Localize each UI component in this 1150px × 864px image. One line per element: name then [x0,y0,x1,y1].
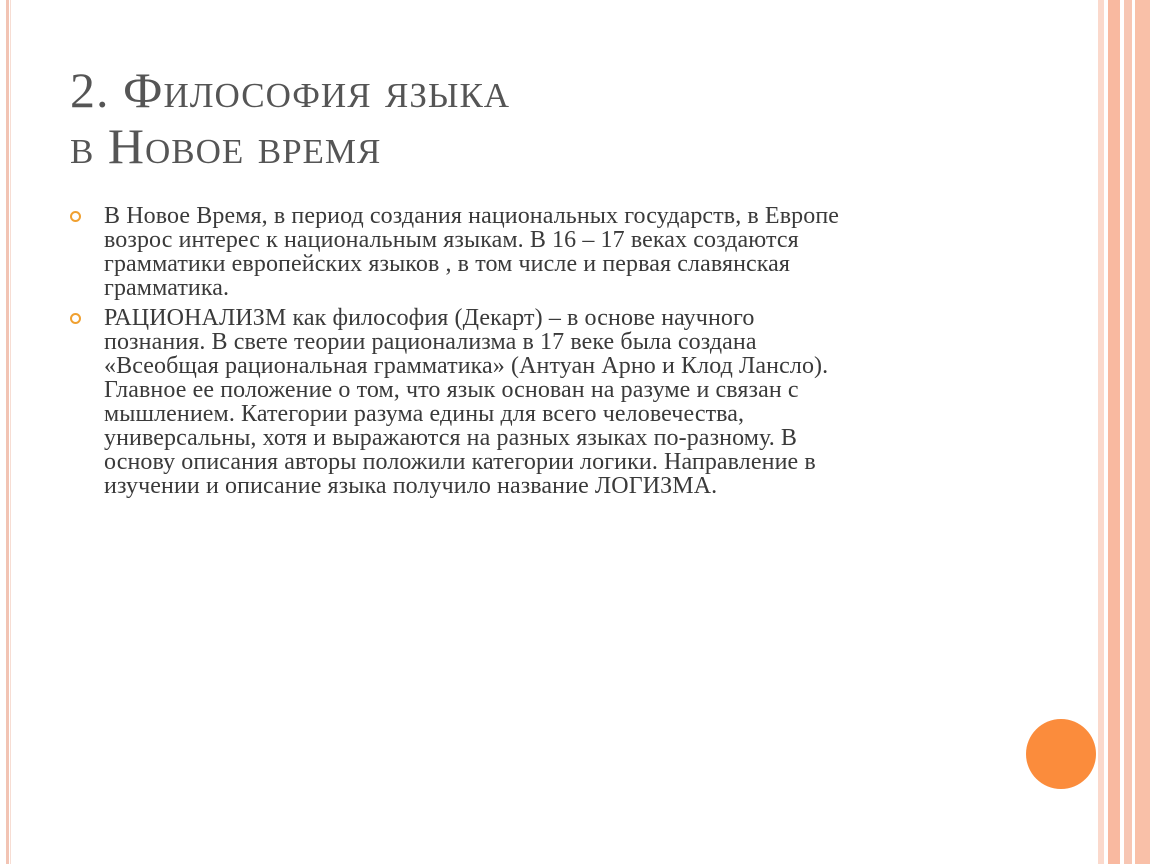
orange-circle-decoration [1026,719,1096,789]
text-line: РАЦИОНАЛИЗМ как философия (Декарт) – в основе научного [104,305,755,331]
bullet-item [70,204,1000,300]
bullet-text [104,204,1000,300]
right-stripe [1135,0,1150,864]
text-line: мышлением. Категории разума едины для всего человечества, [104,401,745,427]
text-line: «Всеобщая рациональная грамматика» (Антуан Арно и Клод Лансло). [104,353,829,379]
bullet-item [70,306,1000,498]
left-border-inner-line [10,0,11,864]
text-line: изучении и описание языка получило название ЛОГИЗМА. [104,473,718,499]
hollow-circle-bullet-icon [70,211,81,222]
text-line: грамматика. [104,275,230,301]
bullet-list [70,204,1000,504]
title-line: 2. Философия языка [70,62,511,118]
text-line: В Новое Время, в период создания национальных государств, в Европе [104,203,840,229]
left-border-line [6,0,9,864]
title-line: в Новое время [70,118,382,174]
text-line: познания. В свете теории рационализма в 17 веке была создана [104,329,757,355]
text-line: основу описания авторы положили категории логики. Направление в [104,449,816,475]
bullet-text [104,306,1000,498]
text-line: Главное ее положение о том, что язык основан на разуме и связан с [104,377,799,403]
slide-title [70,62,1070,174]
text-line: универсальны, хотя и выражаются на разных языках по-разному. В [104,425,798,451]
text-line: грамматики европейских языков , в том числе и первая славянская [104,251,791,277]
text-line: возрос интерес к национальным языкам. В 16 – 17 веках создаются [104,227,799,253]
right-stripe [1108,0,1120,864]
right-stripe [1124,0,1132,864]
hollow-circle-bullet-icon [70,313,81,324]
